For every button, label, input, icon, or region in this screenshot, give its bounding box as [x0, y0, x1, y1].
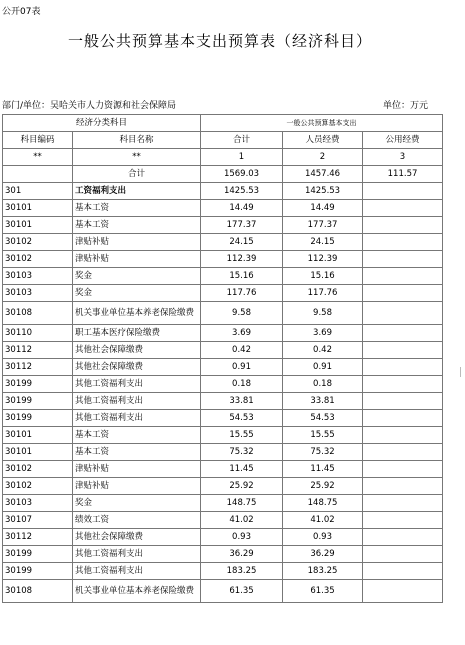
total-row-total: 1569.03	[201, 166, 283, 183]
cell-code: 30107	[3, 512, 73, 529]
table-row	[3, 546, 443, 563]
code-mark: **	[3, 149, 73, 166]
cell-total: 61.35	[201, 580, 283, 603]
cell-total: 183.25	[201, 563, 283, 580]
cell-name: 其他工资福利支出	[73, 563, 201, 580]
table-row	[3, 563, 443, 580]
cell-total: 15.16	[201, 268, 283, 285]
cell-public	[363, 563, 443, 580]
table-row	[3, 529, 443, 546]
cell-code: 30199	[3, 393, 73, 410]
cell-name: 其他工资福利支出	[73, 546, 201, 563]
cell-code: 30101	[3, 427, 73, 444]
cell-public	[363, 217, 443, 234]
cell-personnel: 9.58	[283, 302, 363, 325]
cell-personnel: 15.16	[283, 268, 363, 285]
cell-name: 基本工资	[73, 200, 201, 217]
cell-total: 0.91	[201, 359, 283, 376]
cell-personnel: 61.35	[283, 580, 363, 603]
cell-public	[363, 580, 443, 603]
cell-code: 30112	[3, 529, 73, 546]
cell-total: 15.55	[201, 427, 283, 444]
col-number-3: 3	[363, 149, 443, 166]
total-row-code	[3, 166, 73, 183]
cell-total: 25.92	[201, 478, 283, 495]
cell-code: 30101	[3, 200, 73, 217]
cell-public	[363, 478, 443, 495]
cell-personnel: 0.18	[283, 376, 363, 393]
table-row	[3, 478, 443, 495]
cell-code: 30199	[3, 563, 73, 580]
cell-code: 30101	[3, 217, 73, 234]
cell-name: 津贴补贴	[73, 461, 201, 478]
unit-label: 单位：万元	[383, 101, 429, 111]
cell-name: 绩效工资	[73, 512, 201, 529]
cell-public	[363, 427, 443, 444]
cell-public	[363, 251, 443, 268]
cell-code: 30102	[3, 478, 73, 495]
scroll-indicator	[460, 367, 465, 377]
cell-personnel: 148.75	[283, 495, 363, 512]
cell-total: 36.29	[201, 546, 283, 563]
cell-public	[363, 529, 443, 546]
cell-code: 30108	[3, 580, 73, 603]
cell-total: 41.02	[201, 512, 283, 529]
cell-name: 其他社会保障缴费	[73, 342, 201, 359]
cell-personnel: 54.53	[283, 410, 363, 427]
table-row	[3, 302, 443, 325]
cell-personnel: 3.69	[283, 325, 363, 342]
cell-public	[363, 325, 443, 342]
cell-public	[363, 268, 443, 285]
cell-personnel: 75.32	[283, 444, 363, 461]
cell-public	[363, 200, 443, 217]
table-row	[3, 200, 443, 217]
table-row	[3, 268, 443, 285]
cell-total: 9.58	[201, 302, 283, 325]
table-row	[3, 461, 443, 478]
cell-code: 30103	[3, 285, 73, 302]
cell-personnel: 36.29	[283, 546, 363, 563]
col-number-1: 1	[201, 149, 283, 166]
cell-code: 30102	[3, 461, 73, 478]
cell-total: 54.53	[201, 410, 283, 427]
cell-name: 津贴补贴	[73, 251, 201, 268]
cell-code: 30101	[3, 444, 73, 461]
table-row	[3, 217, 443, 234]
cell-personnel: 11.45	[283, 461, 363, 478]
cell-public	[363, 183, 443, 200]
econ-class-header: 经济分类科目	[3, 115, 201, 132]
cell-public	[363, 376, 443, 393]
cell-total: 11.45	[201, 461, 283, 478]
cell-public	[363, 342, 443, 359]
cell-total: 24.15	[201, 234, 283, 251]
table-row	[3, 512, 443, 529]
cell-personnel: 0.91	[283, 359, 363, 376]
cell-total: 112.39	[201, 251, 283, 268]
name-mark: **	[73, 149, 201, 166]
cell-name: 基本工资	[73, 427, 201, 444]
cell-public	[363, 546, 443, 563]
cell-total: 75.32	[201, 444, 283, 461]
cell-personnel: 33.81	[283, 393, 363, 410]
cell-name: 基本工资	[73, 217, 201, 234]
cell-name: 基本工资	[73, 444, 201, 461]
cell-name: 津贴补贴	[73, 478, 201, 495]
department-label: 部门/单位：吴哈关市人力资源和社会保障局	[2, 101, 177, 111]
budget-table	[2, 114, 443, 603]
cell-public	[363, 234, 443, 251]
cell-total: 3.69	[201, 325, 283, 342]
cell-personnel: 117.76	[283, 285, 363, 302]
cell-name: 津贴补贴	[73, 234, 201, 251]
cell-name: 其他工资福利支出	[73, 410, 201, 427]
cell-personnel: 14.49	[283, 200, 363, 217]
cell-name: 机关事业单位基本养老保险缴费	[73, 302, 201, 325]
cell-code: 30199	[3, 376, 73, 393]
total-row-public: 111.57	[363, 166, 443, 183]
table-row	[3, 183, 443, 200]
cell-personnel: 41.02	[283, 512, 363, 529]
cell-personnel: 0.93	[283, 529, 363, 546]
table-row	[3, 376, 443, 393]
cell-personnel: 1425.53	[283, 183, 363, 200]
cell-name: 其他社会保障缴费	[73, 359, 201, 376]
table-row	[3, 325, 443, 342]
public-header: 公用经费	[363, 132, 443, 149]
cell-total: 1425.53	[201, 183, 283, 200]
col-number-2: 2	[283, 149, 363, 166]
cell-personnel: 183.25	[283, 563, 363, 580]
cell-name: 机关事业单位基本养老保险缴费	[73, 580, 201, 603]
cell-public	[363, 512, 443, 529]
cell-code: 30108	[3, 302, 73, 325]
cell-total: 117.76	[201, 285, 283, 302]
table-row	[3, 580, 443, 603]
cell-name: 职工基本医疗保险缴费	[73, 325, 201, 342]
table-row	[3, 444, 443, 461]
cell-public	[363, 461, 443, 478]
cell-total: 0.93	[201, 529, 283, 546]
cell-total: 14.49	[201, 200, 283, 217]
total-header: 合计	[201, 132, 283, 149]
cell-code: 30103	[3, 495, 73, 512]
table-row	[3, 285, 443, 302]
cell-public	[363, 393, 443, 410]
cell-public	[363, 359, 443, 376]
table-row	[3, 359, 443, 376]
cell-code: 30110	[3, 325, 73, 342]
total-row-personnel: 1457.46	[283, 166, 363, 183]
budget-group-header: 一般公共预算基本支出	[201, 115, 443, 132]
cell-name: 奖金	[73, 268, 201, 285]
cell-public	[363, 444, 443, 461]
cell-personnel: 25.92	[283, 478, 363, 495]
cell-name: 其他社会保障缴费	[73, 529, 201, 546]
cell-personnel: 177.37	[283, 217, 363, 234]
table-row	[3, 393, 443, 410]
cell-public	[363, 495, 443, 512]
cell-code: 30199	[3, 546, 73, 563]
table-row	[3, 427, 443, 444]
cell-total: 33.81	[201, 393, 283, 410]
form-code: 公开07表	[2, 7, 41, 17]
cell-personnel: 15.55	[283, 427, 363, 444]
table-row	[3, 495, 443, 512]
cell-code: 30199	[3, 410, 73, 427]
cell-code: 30102	[3, 234, 73, 251]
cell-personnel: 24.15	[283, 234, 363, 251]
cell-total: 148.75	[201, 495, 283, 512]
page-title: 一般公共预算基本支出预算表（经济科目）	[67, 32, 372, 50]
cell-code: 30112	[3, 342, 73, 359]
cell-personnel: 112.39	[283, 251, 363, 268]
cell-code: 30102	[3, 251, 73, 268]
table-row	[3, 410, 443, 427]
cell-name: 工资福利支出	[73, 183, 201, 200]
cell-code: 30112	[3, 359, 73, 376]
cell-name: 奖金	[73, 495, 201, 512]
cell-code: 30103	[3, 268, 73, 285]
cell-name: 其他工资福利支出	[73, 393, 201, 410]
cell-name: 奖金	[73, 285, 201, 302]
cell-total: 177.37	[201, 217, 283, 234]
cell-public	[363, 285, 443, 302]
cell-total: 0.42	[201, 342, 283, 359]
code-header: 科目编码	[3, 132, 73, 149]
table-row	[3, 234, 443, 251]
cell-public	[363, 302, 443, 325]
cell-name: 其他工资福利支出	[73, 376, 201, 393]
table-row	[3, 342, 443, 359]
table-row	[3, 251, 443, 268]
cell-public	[363, 410, 443, 427]
total-row-label: 合计	[73, 166, 201, 183]
cell-total: 0.18	[201, 376, 283, 393]
cell-code: 301	[3, 183, 73, 200]
cell-personnel: 0.42	[283, 342, 363, 359]
personnel-header: 人员经费	[283, 132, 363, 149]
name-header: 科目名称	[73, 132, 201, 149]
